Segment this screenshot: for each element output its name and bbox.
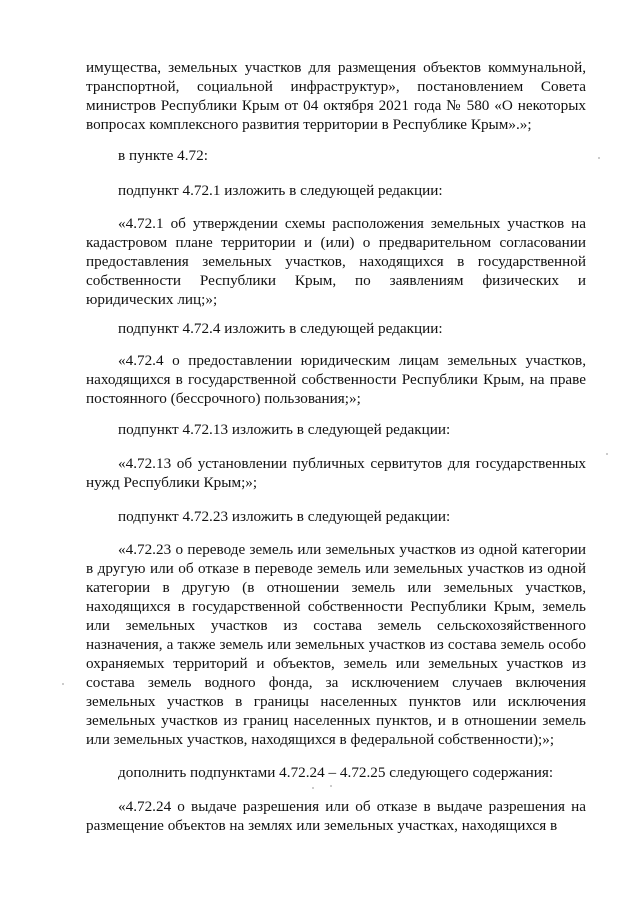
paragraph-subpoint-4-72-23-text: «4.72.23 о переводе земель или земельных участков из одной категории в другую или об отказе в переводе земель или земельных участков из одной категории в другую (в отношении земель или земельных участков, находящихся в государственной собственности Республики Крым, земель или земельных участков из состава земель сельскохозяйственного назначения, а также земель или земельных участков из состава земель особо охраняемых территорий и объектов, земель или земельных участков из состава земель водного фонда, за исключением случаев включения земельных участков в границы населенных пунктов или исключения земельных участков из границ населенных пунктов, и в отношении земель или земельных участков, находящихся в федеральной собственности);»;: [86, 541, 586, 748]
paragraph-subpoint-4-72-24-text: «4.72.24 о выдаче разрешения или об отказе в выдаче разрешения на размещение объектов на землях или земельных участках, находящихся в: [86, 798, 586, 834]
paragraph-subpoint-4-72-1-heading: подпункт 4.72.1 изложить в следующей редакции:: [118, 182, 443, 199]
paragraph-subpoint-4-72-23-heading: подпункт 4.72.23 изложить в следующей редакции:: [118, 508, 451, 525]
paragraph-subpoint-4-72-13-text: «4.72.13 об установлении публичных сервитутов для государственных нужд Республики Крым;»;: [86, 455, 586, 491]
paragraph-intro: имущества, земельных участков для размещения объектов коммунальной, транспортной, социальной инфраструктур», постановлением Совета министров Республики Крым от 04 октября 2021 года № 580 «О некоторых вопросах комплексного развития территории в Республике Крым».»;: [86, 59, 586, 133]
paragraph-subpoint-4-72-13-heading: подпункт 4.72.13 изложить в следующей редакции:: [118, 421, 451, 438]
scan-speck: [606, 453, 608, 455]
scan-speck: [598, 157, 600, 159]
scan-speck: [330, 785, 332, 787]
paragraph-subpoint-4-72-1-text: «4.72.1 об утверждении схемы расположения земельных участков на кадастровом плане территории и (или) о предварительном согласовании предоставления земельных участков, находящихся в государственной собственности Республики Крым, по заявлениям физических и юридических лиц;»;: [86, 215, 586, 308]
paragraph-subpoint-4-72-4-text: «4.72.4 о предоставлении юридическим лицам земельных участков, находящихся в государственной собственности Республики Крым, на праве постоянного (бессрочного) пользования;»;: [86, 352, 586, 407]
paragraph-subpoint-4-72-4-heading: подпункт 4.72.4 изложить в следующей редакции:: [118, 320, 443, 337]
paragraph-add-subpoints: дополнить подпунктами 4.72.24 – 4.72.25 следующего содержания:: [118, 764, 554, 781]
scan-speck: [62, 683, 64, 685]
scan-speck: [312, 787, 314, 789]
paragraph-point-4-72: в пункте 4.72:: [118, 147, 208, 164]
